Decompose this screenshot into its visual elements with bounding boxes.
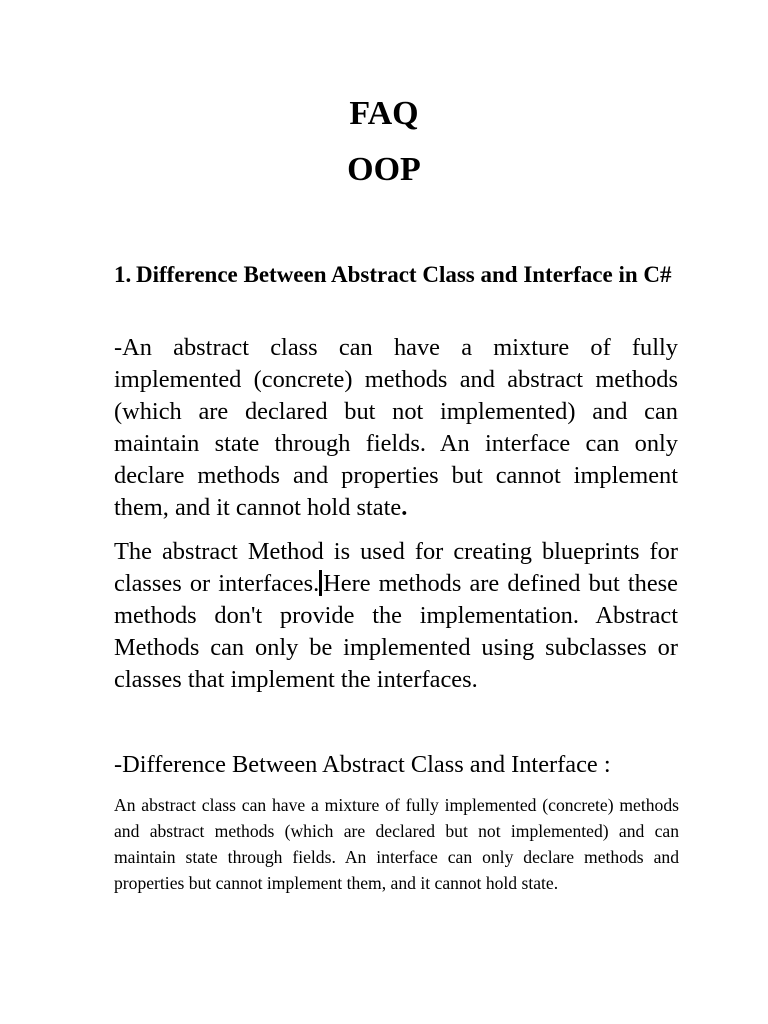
paragraph-text-part-1: The abstract Method is used for creating blueprints for classes or interfaces. (114, 538, 678, 597)
document-title: FAQ (349, 95, 419, 132)
text-cursor (319, 570, 322, 596)
comparison-paragraph: An abstract class can have a mixture of fully implemented (concrete) methods and abstract methods (which are declared but not implemented) and can maintain state through fields. An interface can only declare methods and properties but cannot implement them, and it cannot hold state. (114, 795, 679, 893)
paragraph-abstract-method (114, 536, 678, 696)
section-heading (114, 258, 679, 291)
section-heading-text: Difference Between Abstract Class and Interface in C# (136, 262, 672, 287)
section-number: 1. (114, 262, 132, 287)
comparison-subheading: -Difference Between Abstract Class and Interface : (114, 751, 611, 778)
paragraph-text: -An abstract class can have a mixture of fully implemented (concrete) methods and abstract methods (which are declared but not implemented) and can maintain state through fields. An interface can only declare methods and properties but cannot implement them, and it cannot hold state (114, 334, 678, 521)
paragraph-end-period: . (401, 494, 408, 521)
document-subtitle: OOP (347, 151, 421, 188)
paragraph-text-part-2: Here methods are defined but these methods don't provide the implementation. Abstract Methods can only be implemented using subclasses or classes that implement the interfaces. (114, 570, 678, 693)
paragraph-abstract-vs-interface (114, 332, 678, 524)
